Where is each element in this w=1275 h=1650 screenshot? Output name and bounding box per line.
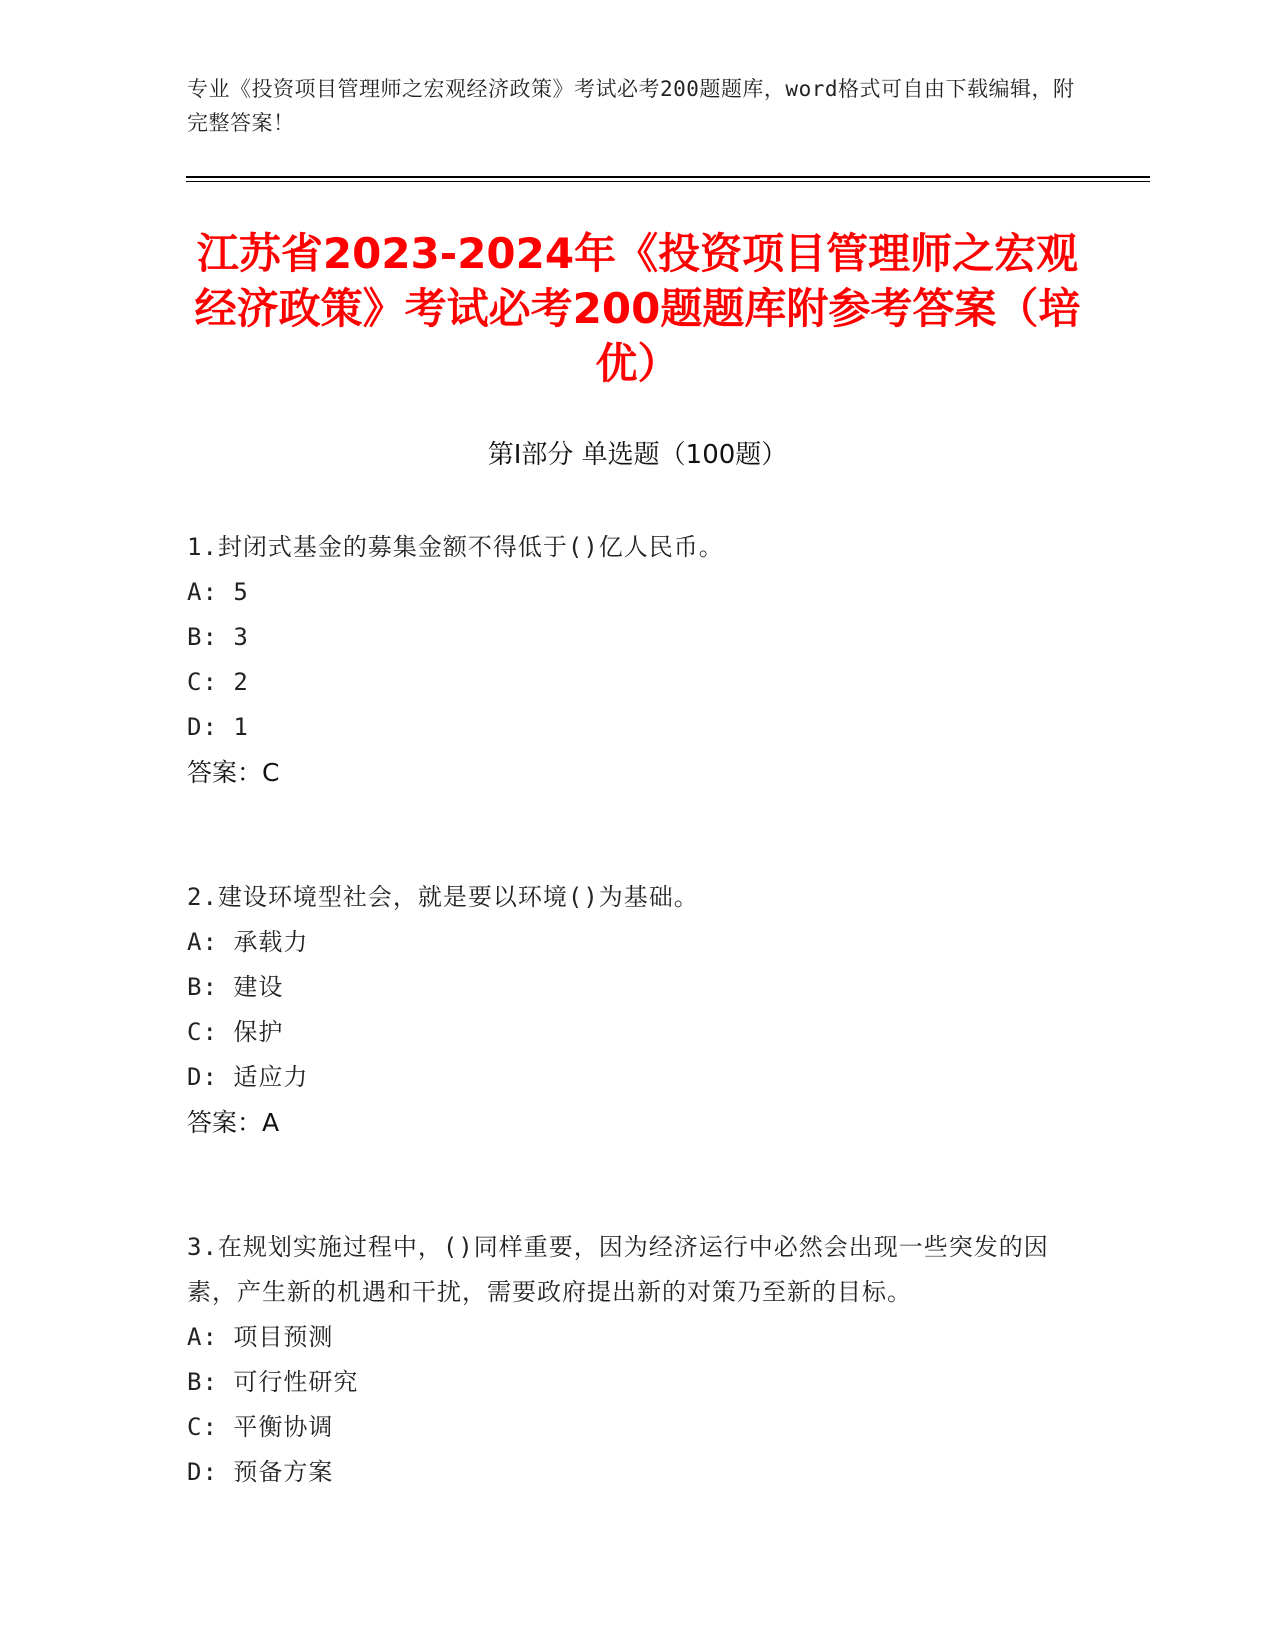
question-1 xyxy=(187,525,1057,795)
question-spacer xyxy=(187,795,1057,875)
header-divider-thick xyxy=(186,176,1150,178)
option-c: C: 保护 xyxy=(187,1018,284,1046)
option-d: D: 预备方案 xyxy=(187,1458,334,1486)
option-b: B: 可行性研究 xyxy=(187,1368,359,1396)
header-note: 专业《投资项目管理师之宏观经济政策》考试必考200题题库，word格式可自由下载编辑，附完整答案！ xyxy=(187,77,1075,135)
option-b: B: 3 xyxy=(187,623,249,651)
option-a: A: 5 xyxy=(187,578,249,606)
option-d: D: 适应力 xyxy=(187,1063,309,1091)
question-stem: 2.建设环境型社会，就是要以环境()为基础。 xyxy=(187,883,699,911)
option-a: A: 承载力 xyxy=(187,928,309,956)
option-b: B: 建设 xyxy=(187,973,284,1001)
option-c: C: 2 xyxy=(187,668,249,696)
option-a: A: 项目预测 xyxy=(187,1323,334,1351)
document-title: 江苏省2023-2024年《投资项目管理师之宏观经济政策》考试必考200题题库附参考答案（培优） xyxy=(194,229,1081,388)
question-3 xyxy=(187,1225,1057,1495)
answer-line: 答案：A xyxy=(187,1108,280,1137)
option-d: D: 1 xyxy=(187,713,249,741)
question-2 xyxy=(187,875,1057,1145)
question-spacer xyxy=(187,1145,1057,1225)
option-c: C: 平衡协调 xyxy=(187,1413,334,1441)
section-heading: 第Ⅰ部分 单选题（100题） xyxy=(487,440,788,470)
question-stem: 3.在规划实施过程中，()同样重要，因为经济运行中必然会出现一些突发的因素，产生新的机遇和干扰，需要政府提出新的对策乃至新的目标。 xyxy=(187,1233,1049,1306)
question-list xyxy=(187,525,1057,1495)
answer-line: 答案：C xyxy=(187,758,280,787)
question-stem: 1.封闭式基金的募集金额不得低于()亿人民币。 xyxy=(187,533,724,561)
header-divider-thin xyxy=(186,181,1150,182)
